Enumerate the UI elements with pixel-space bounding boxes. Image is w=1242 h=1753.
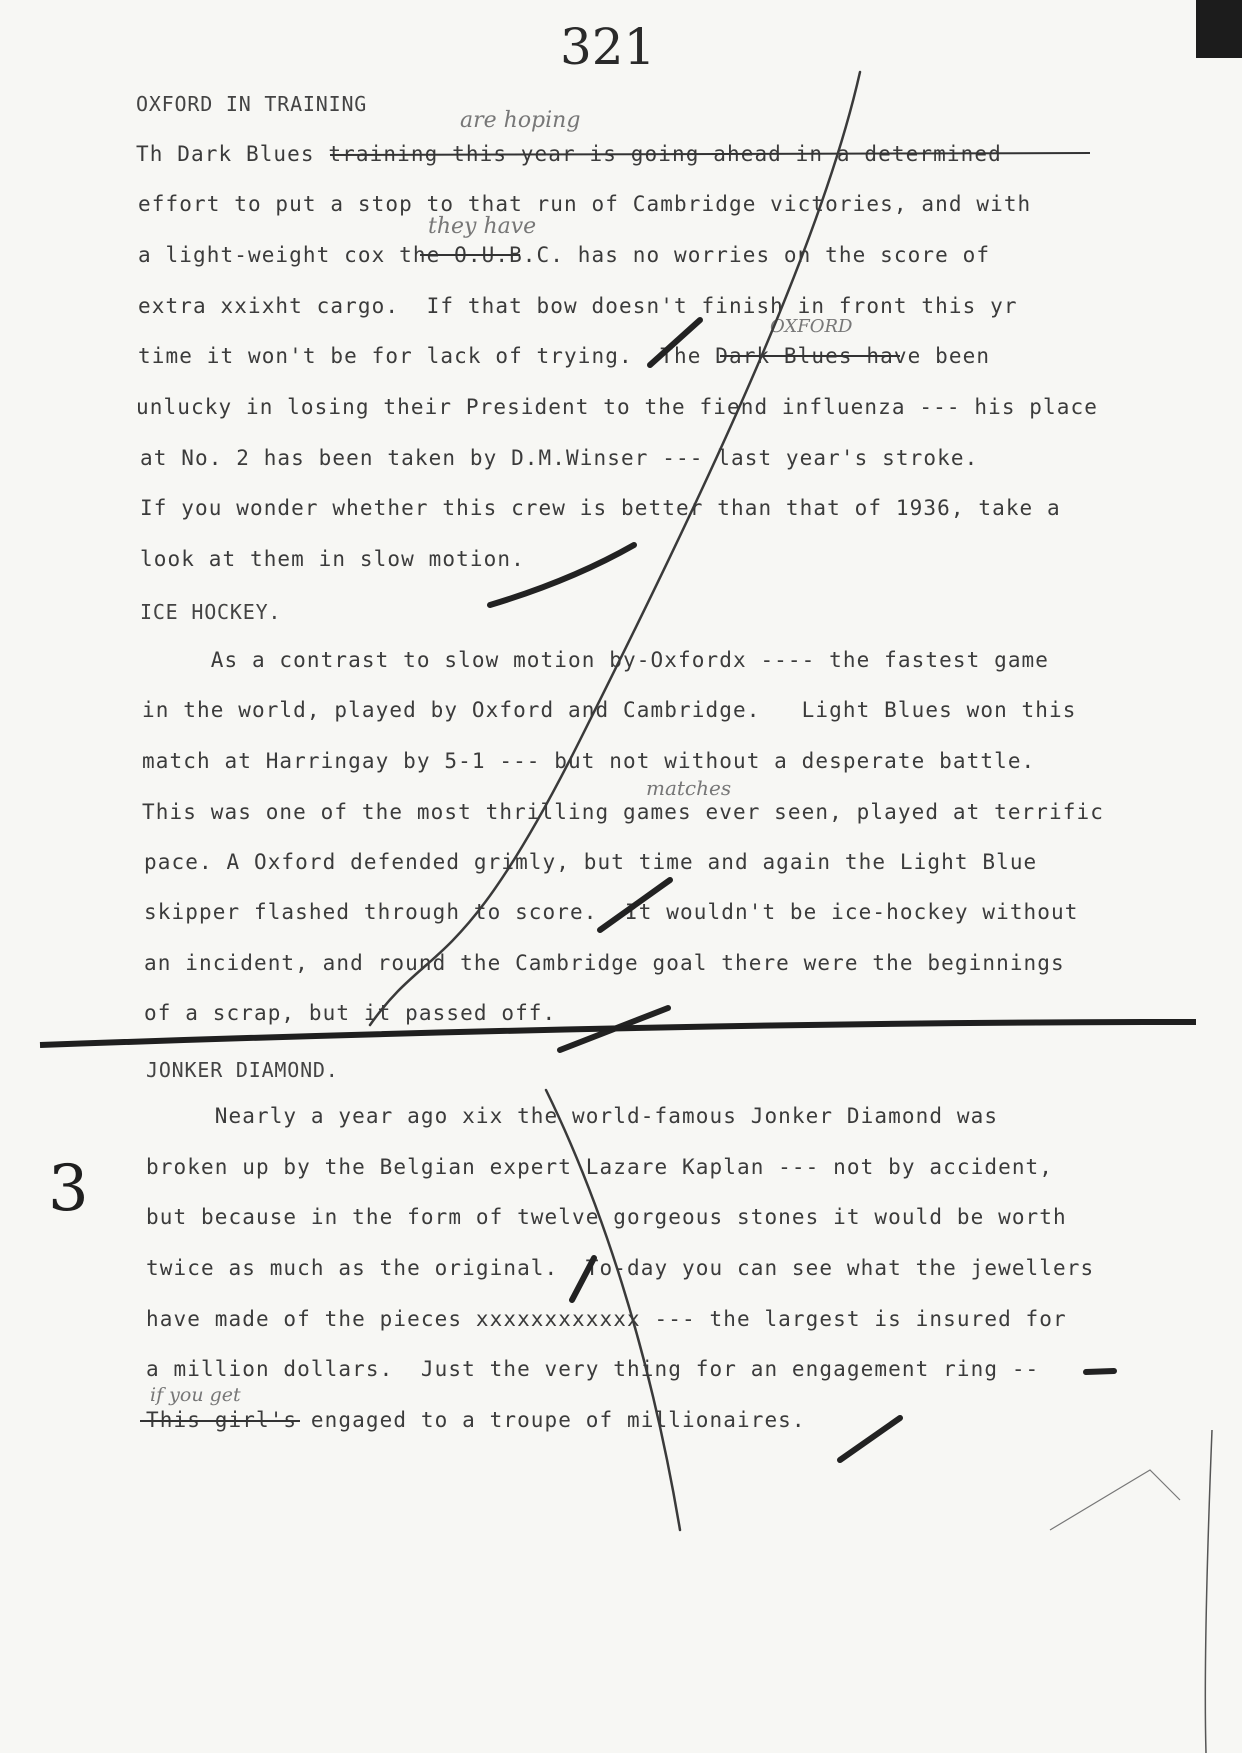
text-line: an incident, and round the Cambridge goal there were the beginnings [144,951,1065,975]
section-heading-oxford: OXFORD IN TRAINING [136,92,368,116]
corner-tab-mark [1196,0,1242,58]
text-line: look at them in slow motion. [140,547,525,571]
text-line: As a contrast to slow motion by-Oxfordx ---- the fastest game [142,648,1050,672]
text-line: This girl's engaged to a troupe of millionaires. [146,1408,806,1432]
handwritten-insertion: they have [428,214,537,239]
text-line: have made of the pieces xxxxxxxxxxxx --- the largest is insured for [146,1307,1067,1331]
text-line: skipper flashed through to score. It wouldn't be ice-hockey without [144,900,1079,924]
handwritten-insertion: matches [646,776,732,800]
text-line: at No. 2 has been taken by D.M.Winser --- last year's stroke. [140,446,979,470]
handwritten-insertion: are hoping [460,108,581,133]
handwritten-margin-number: 3 [48,1152,89,1226]
text-line: broken up by the Belgian expert Lazare Kaplan --- not by accident, [146,1155,1054,1179]
handwritten-insertion: OXFORD [770,316,853,337]
text-line: time it won't be for lack of trying. The Dark Blues have been [138,344,991,368]
section-heading-ice-hockey: ICE HOCKEY. [140,600,282,624]
text-line: This was one of the most thrilling games ever seen, played at terrific [142,800,1105,824]
text-line: pace. A Oxford defended grimly, but time and again the Light Blue [144,850,1038,874]
text-line: in the world, played by Oxford and Cambridge. Light Blues won this [142,698,1077,722]
text-line: of a scrap, but it passed off. [144,1001,557,1025]
text-line: Nearly a year ago xix the world-famous Jonker Diamond was [146,1104,999,1128]
text-line: a light-weight cox the O.U.B.C. has no worries on the score of [138,243,991,267]
text-line: twice as much as the original. To-day you can see what the jewellers [146,1256,1095,1280]
text-line: but because in the form of twelve gorgeous stones it would be worth [146,1205,1067,1229]
text-line: Th Dark Blues training this year is going ahead in a determined [136,142,1002,166]
text-line: match at Harringay by 5-1 --- but not without a desperate battle. [142,749,1036,773]
handwritten-insertion: if you get [150,1384,241,1406]
text-line: effort to put a stop to that run of Cambridge victories, and with [138,192,1032,216]
handwritten-page-number: 321 [560,18,656,76]
text-line: a million dollars. Just the very thing for an engagement ring -- [146,1357,1040,1381]
section-heading-jonker: JONKER DIAMOND. [146,1058,339,1082]
text-line: If you wonder whether this crew is better than that of 1936, take a [140,496,1061,520]
text-line: extra xxixht cargo. If that bow doesn't finish in front this yr [138,294,1018,318]
text-line: unlucky in losing their President to the fiend influenza --- his place [136,395,1099,419]
